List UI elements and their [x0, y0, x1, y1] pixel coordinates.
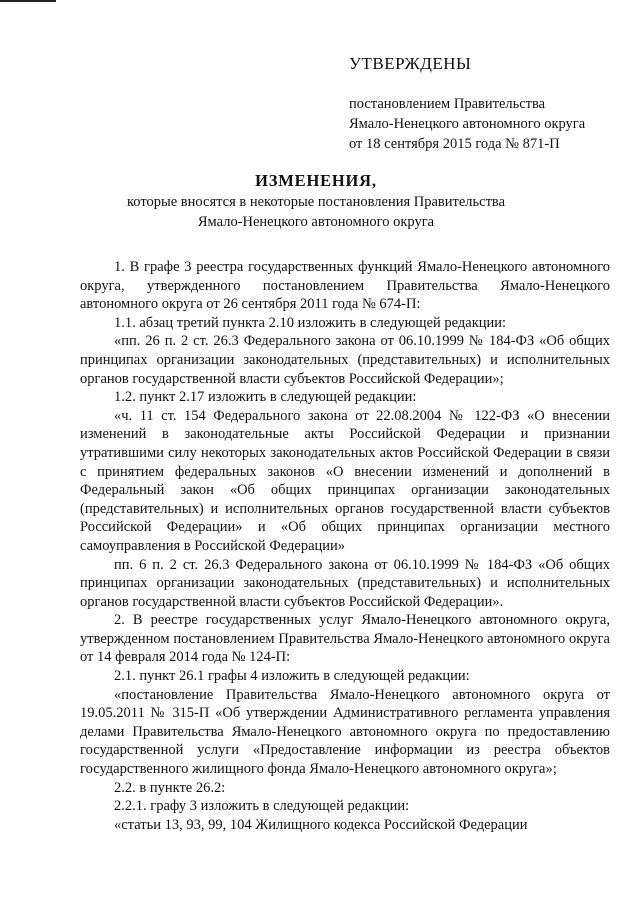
paragraph: «статьи 13, 93, 99, 104 Жилищного кодекса Российской Федерации — [114, 816, 528, 833]
paragraph: 1.1. абзац третий пункта 2.10 изложить в следующей редакции: — [114, 314, 507, 331]
approval-line: постановлением Правительства — [349, 96, 546, 112]
document-title-block — [60, 170, 572, 232]
paragraph: 1.2. пункт 2.17 изложить в следующей редакции: — [114, 389, 417, 406]
document-subtitle: Ямало-Ненецкого автономного округа — [197, 214, 435, 230]
paragraph: 1. В графе 3 реестра государственных функций Ямало-Ненецкого автономного округа, утвержденного постановлением Правительства Ямало-Ненецкого автономного округа от 26 сентября 2011 года № 674-П: — [80, 259, 610, 313]
approval-line: от 18 сентября 2015 года № 871-П — [349, 136, 560, 152]
paragraph: 2.2.1. графу 3 изложить в следующей редакции: — [114, 798, 410, 815]
scan-edge-line — [0, 0, 56, 2]
approval-line: Ямало-Ненецкого автономного округа — [349, 116, 586, 132]
document-subtitle: которые вносятся в некоторые постановления Правительства — [126, 194, 506, 210]
approval-heading: УТВЕРЖДЕНЫ — [349, 54, 472, 73]
paragraph: пп. 6 п. 2 ст. 26.3 Федерального закона от 06.10.1999 № 184-ФЗ «Об общих принципах организации законодательных (представительных) и исполнительных органов государственной власти субъектов Российской Федерации». — [80, 556, 610, 610]
document-body — [80, 258, 610, 834]
paragraph: «ч. 11 ст. 154 Федерального закона от 22.08.2004 № 122-ФЗ «О внесении изменений в законодательные акты Российской Федерации и признании утратившими силу некоторых законодательных актов Российской Федерации в связи с принятием федеральных законов «О внесении изменений и дополнений в Федеральный закон «Об общих принципах организации законодательных (представительных) и исполнительных органов государственной власти субъектов Российской Федерации» и «Об общих принципах организации местного самоуправления в Российской Федерации» — [80, 407, 610, 554]
document-title: ИЗМЕНЕНИЯ, — [255, 171, 377, 190]
paragraph: «постановление Правительства Ямало-Ненецкого автономного округа от 19.05.2011 № 315-П «Об утверждении Административного регламента управления делами Правительства Ямало-Ненецкого автономного округа по предоставлению государственной услуги «Предоставление информации из реестра объектов государственного жилищного фонда Ямало-Ненецкого автономного округа»; — [80, 686, 610, 778]
paragraph: 2. В реестре государственных услуг Ямало-Ненецкого автономного округа, утвержденном постановлением Правительства Ямало-Ненецкого автономного округа от 14 февраля 2014 года № 124-П: — [80, 612, 610, 666]
approval-stamp — [349, 54, 629, 154]
paragraph: 2.1. пункт 26.1 графы 4 изложить в следующей редакции: — [114, 668, 470, 685]
paragraph: 2.2. в пункте 26.2: — [114, 779, 226, 796]
paragraph: «пп. 26 п. 2 ст. 26.3 Федерального закона от 06.10.1999 № 184-ФЗ «Об общих принципах организации законодательных (представительных) и исполнительных органов государственной власти субъектов Российской Федерации»; — [80, 333, 610, 387]
